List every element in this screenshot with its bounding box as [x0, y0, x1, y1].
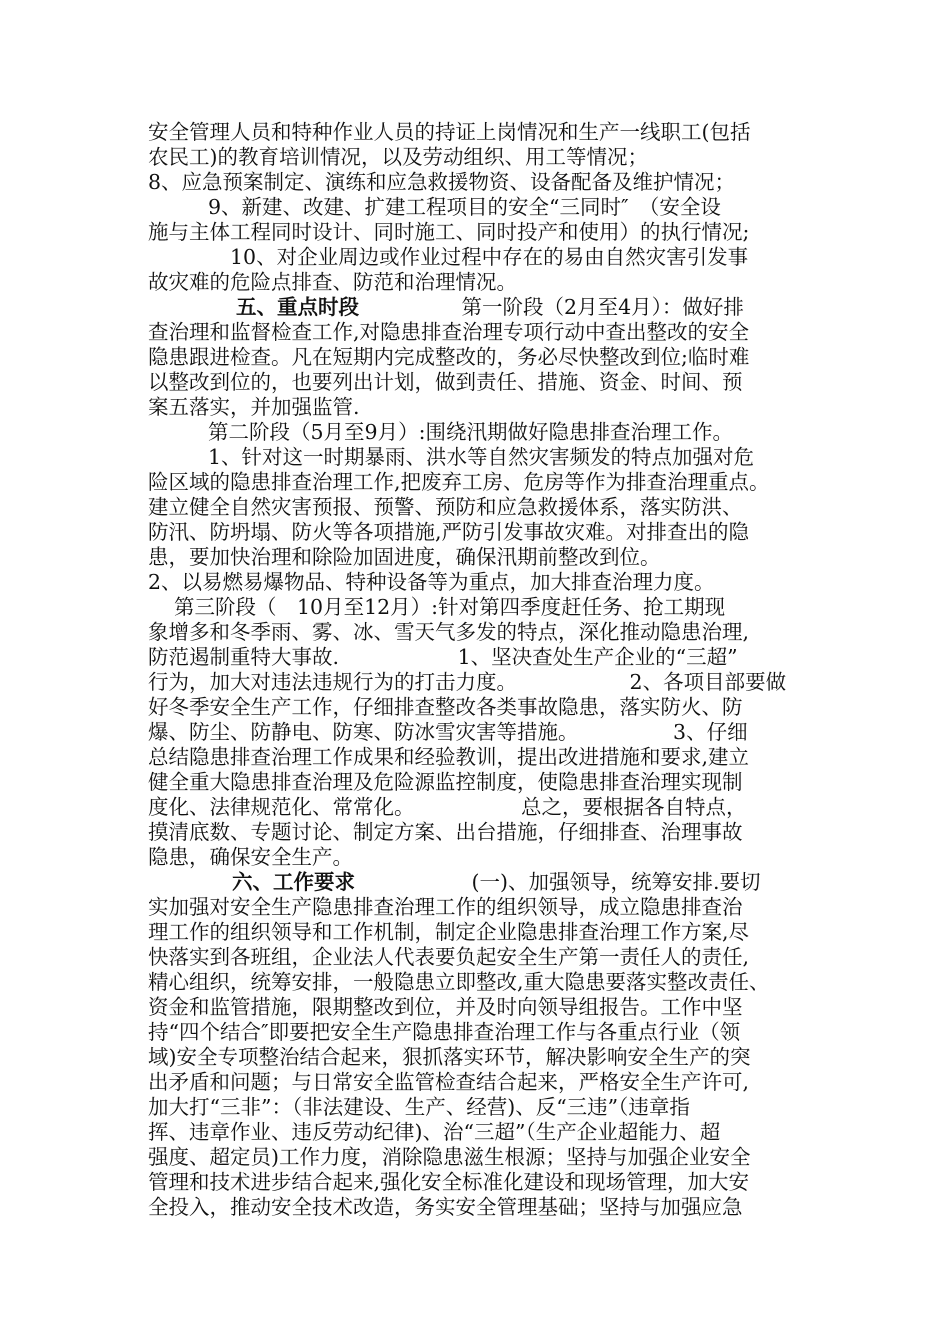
- text-line: 管理和技术进步结合起来,强化安全标准化建设和现场管理，加大安: [148, 1170, 750, 1194]
- text-line: 患，要加快治理和除险加固进度，确保汛期前整改到位。: [148, 545, 661, 569]
- text-line: 总结隐患排查治理工作成果和经验教训，提出改进措施和要求,建立: [148, 745, 750, 769]
- text-line: 1、针对这一时期暴雨、洪水等自然灾害频发的特点加强对危: [208, 445, 755, 469]
- text-line: 农民工)的教育培训情况，以及劳动组织、用工等情况；: [148, 145, 648, 169]
- section-heading-five: 五、重点时段: [236, 295, 359, 319]
- text-line: 以整改到位的，也要列出计划，做到责任、措施、资金、时间、预: [148, 370, 743, 394]
- text-line: 防汛、防坍塌、防火等各项措施,严防引发事故灾难。对排查出的隐: [148, 520, 750, 544]
- text-line: 10、对企业周边或作业过程中存在的易由自然灾害引发事: [230, 245, 749, 269]
- item-summary: 3、仔细: [673, 720, 748, 744]
- phase-three-end: 防范遏制重特大事故.: [148, 645, 340, 669]
- text-line: 险区域的隐患排查治理工作,把废弃工房、危房等作为排查治理重点。: [148, 470, 770, 494]
- text-line: 出矛盾和问题；与日常安全监管检查结合起来，严格安全生产许可,: [148, 1070, 750, 1094]
- requirement-one-start: (一)、加强领导，统筹安排.要切: [471, 870, 761, 894]
- text-line: 案五落实，并加强监管.: [148, 395, 360, 419]
- text-line: 理工作的组织领导和工作机制，制定企业隐患排查治理工作方案,尽: [148, 920, 750, 944]
- summary-cont: 度化、法律规范化、常常化。: [148, 795, 415, 819]
- text-line: 第三阶段（ 10月至12月）:针对第四季度赶任务、抢工期现: [174, 595, 726, 619]
- text-line: 强度、超定员)工作力度，消除隐患滋生根源；坚持与加强企业安全: [148, 1145, 751, 1169]
- text-line: 资金和监管措施，限期整改到位，并及时向领导组报告。工作中坚: [148, 995, 743, 1019]
- text-line: 隐患跟进检查。凡在短期内完成整改的，务必尽快整改到位;临时难: [148, 345, 750, 369]
- text-line: 建立健全自然灾害预报、预警、预防和应急救援体系，落实防洪、: [148, 495, 743, 519]
- text-line: [148, 720, 828, 745]
- text-line: 健全重大隐患排查治理及危险源监控制度，使隐患排查治理实现制: [148, 770, 743, 794]
- text-line: 挥、违章作业、违反劳动纪律)、治“三超”（生产企业超能力、超: [148, 1120, 721, 1144]
- text-line: 象增多和冬季雨、雾、冰、雪天气多发的特点，深化推动隐患治理,: [148, 620, 750, 644]
- text-line: [148, 795, 828, 820]
- text-line: 域)安全专项整治结合起来，狠抓落实环节，解决影响安全生产的突: [148, 1045, 751, 1069]
- text-line: 加大打“三非”：（非法建设、生产、经营)、反“三违”（违章指: [148, 1095, 690, 1119]
- text-line: [148, 870, 828, 895]
- text-line: [148, 670, 828, 695]
- text-line: 安全管理人员和特种作业人员的持证上岗情况和生产一线职工(包括: [148, 120, 751, 144]
- text-line: 快落实到各班组，企业法人代表要负起安全生产第一责任人的责任,: [148, 945, 750, 969]
- text-line: 持“四个结合″即要把安全生产隐患排查治理工作与各重点行业（领: [148, 1020, 741, 1044]
- text-line: 施与主体工程同时设计、同时施工、同时投产和使用）的执行情况;: [148, 220, 750, 244]
- crackdown-cont: 行为，加大对违法违规行为的打击力度。: [148, 670, 517, 694]
- document-body: [148, 120, 828, 1220]
- text-line: 全投入，推动安全技术改造，务实安全管理基础；坚持与加强应急: [148, 1195, 743, 1219]
- text-line: 查治理和监督检查工作,对隐患排查治理专项行动中查出整改的安全: [148, 320, 750, 344]
- item-crackdown: 1、坚决查处生产企业的“三超”: [457, 645, 738, 669]
- text-line: 摸清底数、专题讨论、制定方案、出台措施，仔细排查、治理事故: [148, 820, 743, 844]
- text-line: 精心组织，统筹安排，一般隐患立即整改,重大隐患要落实整改责任、: [148, 970, 770, 994]
- text-line: 隐患，确保安全生产。: [148, 845, 353, 869]
- text-line: [148, 645, 828, 670]
- text-line: [148, 295, 828, 320]
- conclusion-start: 总之，要根据各自特点，: [521, 795, 747, 819]
- text-line: 好冬季安全生产工作，仔细排查整改各类事故隐患，落实防火、防: [148, 695, 743, 719]
- item-winter: 2、各项目部要做: [629, 670, 787, 694]
- text-line: 故灾难的危险点排查、防范和治理情况。: [148, 270, 517, 294]
- text-line: 实加强对安全生产隐患排查治理工作的组织领导，成立隐患排查治: [148, 895, 743, 919]
- text-line: 9、新建、改建、扩建工程项目的安全“三同时″ （安全设: [208, 195, 721, 219]
- winter-cont: 爆、防尘、防静电、防寒、防冰雪灾害等措施。: [148, 720, 579, 744]
- phase-one-start: 第一阶段（2月至4月）：做好排: [461, 295, 744, 319]
- section-heading-six: 六、工作要求: [232, 870, 355, 894]
- text-line: 第二阶段（5月至9月）:围绕汛期做好隐患排查治理工作。: [208, 420, 733, 444]
- text-line: 8、应急预案制定、演练和应急救援物资、设备配备及维护情况；: [148, 170, 736, 194]
- text-line: 2、以易燃易爆物品、特种设备等为重点，加大排查治理力度。: [148, 570, 715, 594]
